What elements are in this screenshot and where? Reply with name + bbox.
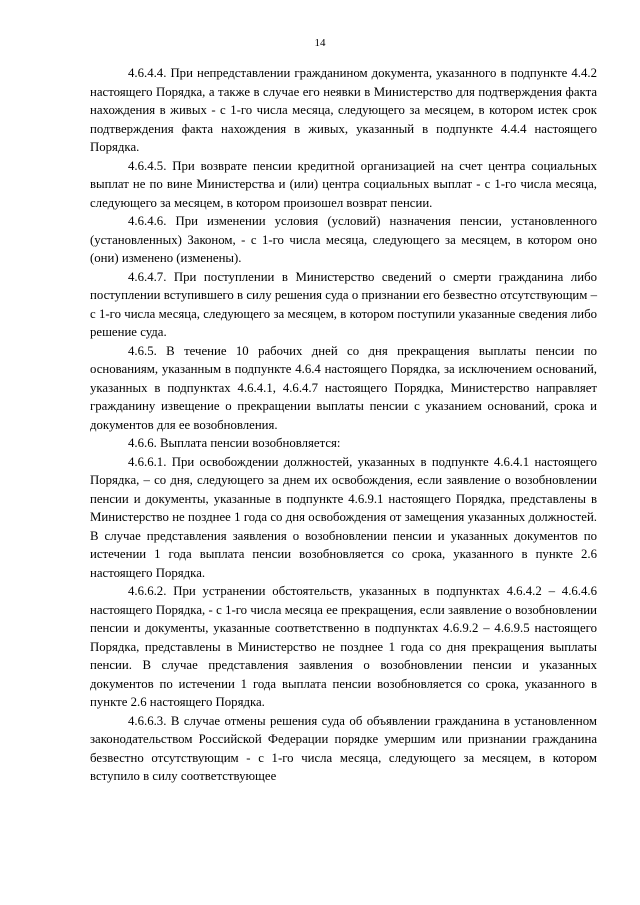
paragraph-4-6-6: 4.6.6. Выплата пенсии возобновляется:: [128, 436, 341, 450]
paragraph-4-6-4-5: 4.6.4.5. При возврате пенсии кредитной организацией на счет центра социальных выплат не по вине Министерства и (или) центра социальных выплат - с 1-го числа месяца, следующего за месяцем, в котором произошел возврат пенсии.: [90, 158, 597, 210]
document-body: [90, 64, 597, 786]
paragraph-4-6-6-3: 4.6.6.3. В случае отмены решения суда об объявлении гражданина в установленном законодательством Российской Федерации порядке умершим или признании гражданина безвестно отсутствующим - с 1-го числа месяца, следующего за месяцем, в котором вступило в силу соответствующее: [90, 713, 597, 783]
paragraph-4-6-4-4: 4.6.4.4. При непредставлении гражданином документа, указанного в подпункте 4.4.2 настоящего Порядка, а также в случае его неявки в Министерство для подтверждения факта нахождения в живых - с 1-го числа месяца, следующего за месяцем, в котором истек срок подтверждения факта нахождения в живых, указанный в подпункте 4.4.4 настоящего Порядка.: [90, 66, 597, 154]
page-number: 14: [314, 37, 326, 49]
paragraph-4-6-4-6: 4.6.4.6. При изменении условия (условий) назначения пенсии, установленного (установленных) Законом, - с 1-го числа месяца, следующего за месяцем, в котором оно (они) изменено (изменены).: [90, 214, 597, 265]
paragraph-4-6-6-2: 4.6.6.2. При устранении обстоятельств, указанных в подпунктах 4.6.4.2 – 4.6.4.6 настоящего Порядка, - с 1-го числа месяца ее прекращения, если заявление о возобновлении пенсии и документы, указанные соответственно в подпунктах 4.6.9.2 – 4.6.9.5 настоящего Порядка, представлены в Министерство не позднее 1 года со дня прекращения выплаты пенсии. В случае представления заявления о возобновлении пенсии и указанных документов по истечении 1 года выплата пенсии возобновляется со срока, указанного в пункте 2.6 настоящего Порядка.: [90, 584, 597, 709]
paragraph-4-6-6-1: 4.6.6.1. При освобождении должностей, указанных в подпункте 4.6.4.1 настоящего Порядка, – со дня, следующего за днем их освобождения, если заявление о возобновлении пенсии и документы, указанные в подпункте 4.6.9.1 настоящего Порядка, представлены в Министерство не позднее 1 года со дня освобождения от замещения указанных должностей. В случае представления заявления о возобновлении пенсии и указанных документов по истечении 1 года выплата пенсии возобновляется со срока, указанного в пункте 2.6 настоящего Порядка.: [90, 454, 597, 580]
paragraph-4-6-4-7: 4.6.4.7. При поступлении в Министерство сведений о смерти гражданина либо поступлении вступившего в силу решения суда о признании его безвестно отсутствующим – с 1-го числа месяца, следующего за месяцем, в котором поступили указанные сведения либо решение суда.: [90, 269, 597, 339]
paragraph-4-6-5: 4.6.5. В течение 10 рабочих дней со дня прекращения выплаты пенсии по основаниям, указанным в подпункте 4.6.4 настоящего Порядка, за исключением оснований, указанных в подпунктах 4.6.4.1, 4.6.4.7 настоящего Порядка, Министерство направляет гражданину извещение о прекращении выплаты пенсии с указанием оснований, срока и документов для ее возобновления.: [90, 343, 597, 432]
